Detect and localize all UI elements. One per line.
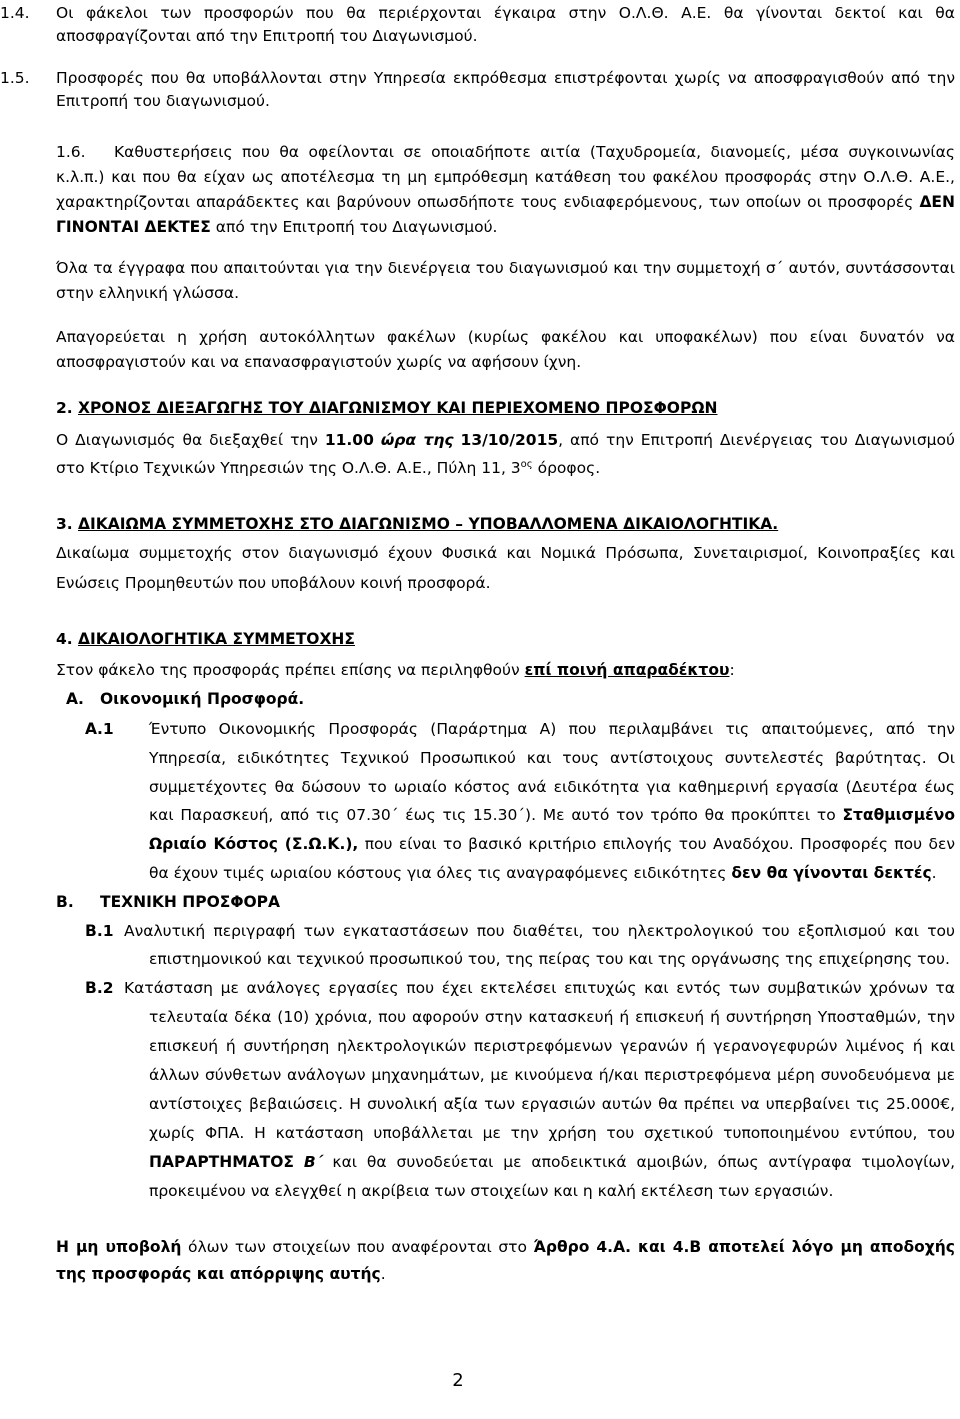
schedule-time-word: ώρα της <box>380 431 454 449</box>
item-text-after: και θα συνοδεύεται με αποδεικτικά αμοιβών, όπως αντίγραφα τιμολογίων, προκειμένου να ελεγχθεί η ακρίβεια των στοιχείων και η καλή εκτέλεση των εργασιών. <box>149 1152 955 1200</box>
clause-text: Προσφορές που θα υποβάλλονται στην Υπηρεσία εκπρόθεσμα επιστρέφονται χωρίς να αποσφραγισθούν από την Επιτροπή του διαγωνισμού. <box>56 69 955 110</box>
section-4-heading <box>0 625 955 653</box>
item-emphasis-1: Σταθμισμένο Ωριαίο Κόστος (Σ.Ω.Κ.), <box>149 806 955 854</box>
section-title: ΔΙΚΑΙΩΜΑ ΣΥΜΜΕΤΟΧΗΣ ΣΤΟ ΔΙΑΓΩΝΙΣΜΟ – ΥΠΟΒΑΛΛΟΜΕΝΑ ΔΙΚΑΙΟΛΟΓΗΤΙΚΑ. <box>78 515 779 533</box>
item-emphasis: ΠΑΡΑΡΤΗΜΑΤΟΣ <box>149 1152 294 1171</box>
intro-colon: : <box>729 661 735 679</box>
item-emphasis-2: δεν θα γίνονται δεκτές <box>731 863 932 882</box>
clause-1-6 <box>0 140 955 240</box>
item-text: Κατάσταση με ανάλογες εργασίες που έχει εκτελέσει επιτυχώς και εντός των συμβατικών χρόνων τα τελευταία δέκα (10) χρόνια, που αφορούν στην κατασκευή ή επισκευή ή συντήρηση Υποσταθμών, την επισκευή ή συντήρηση ηλεκτρολογικών περιστρεφόμενων γερανών ή γερανογεφυρών λιμένος ή και άλλων σύνθετων ανάλογων μηχανημάτων, με κινούμενα ή/και περιστρεφόμενα μέρη συνοδευόμενα με αντίστοιχες βεβαιώσεις. Η συνολική αξία των εργασιών αυτών θα πρέπει να υπερβαίνει τις 25.000€, χωρίς ΦΠΑ. Η κατάσταση υποβάλλεται με την χρήση του σχετικού τυποποιημένου εντύπου, του <box>124 978 955 1142</box>
part-letter: Β. <box>56 892 74 911</box>
part-a-heading <box>0 685 955 714</box>
item-label: Β.1 <box>85 921 114 940</box>
part-title: Οικονομική Προσφορά. <box>100 690 305 708</box>
section-2-heading <box>0 396 955 421</box>
clause-1-5 <box>0 67 955 113</box>
closing-emphasis-1: Η μη υποβολή <box>56 1237 182 1256</box>
clause-text-after: από την Επιτροπή του Διαγωνισμού. <box>210 218 498 236</box>
closing-statement <box>0 1234 955 1288</box>
schedule-date: 13/10/2015 <box>460 431 559 449</box>
clause-text: Καθυστερήσεις που θα οφείλονται σε οποιαδήποτε αιτία (Ταχυδρομεία, διανομείς, μέσα συγκοινωνίας κ.λ.π.) και που θα είχαν ως αποτέλεσμα τη μη εμπρόθεσμη κατάθεση του φακέλου προσφοράς στην Ο.Λ.Θ. Α.Ε., χαρακτηρίζονται απαράδεκτες και βαρύνουν οπωσδήποτε τους ενδιαφερόμενους, των οποίων οι προσφορές <box>56 143 955 211</box>
section-title: ΧΡΟΝΟΣ ΔΙΕΞΑΓΩΓΗΣ ΤΟΥ ΔΙΑΓΩΝΙΣΜΟΥ ΚΑΙ ΠΕΡΙΕΧΟΜΕΝΟ ΠΡΟΣΦΟΡΩΝ <box>78 399 718 417</box>
language-note <box>0 256 955 306</box>
section-4-intro <box>0 656 955 685</box>
section-number: 4. <box>56 630 73 648</box>
item-text-middle: που είναι το βασικό κριτήριο επιλογής του Αναδόχου. Προσφορές που δεν θα έχουν τιμές ωριαίου κόστους για όλες τις αναγραφόμενες ειδικότητες <box>149 835 955 882</box>
intro-text: Στον φάκελο της προσφοράς πρέπει επίσης να περιληφθούν <box>56 661 525 679</box>
section-title: ΔΙΚΑΙΟΛΟΓΗΤΙΚΑ ΣΥΜΜΕΤΟΧΗΣ <box>78 630 355 648</box>
eligibility-text: Δικαίωμα συμμετοχής στον διαγωνισμό έχουν Φυσικά και Νομικά Πρόσωπα, Συνεταιρισμοί, Κοινοπραξίες και Ενώσεις Προμηθευτών που υποβάλουν κοινή προσφορά. <box>56 544 955 592</box>
item-a1 <box>0 715 955 888</box>
item-text: Αναλυτική περιγραφή των εγκαταστάσεων που διαθέτει, του ηλεκτρολογικού του εξοπλισμού και του επιστημονικού και τεχνικού προσωπικού του, της πείρας του και της οργάνωσης της επιχείρησης του. <box>124 921 955 969</box>
language-note-text: Όλα τα έγγραφα που απαιτούνται για την διενέργεια του διαγωνισμού και την συμμετοχή σ΄ αυτόν, συντάσσονται στην ελληνική γλώσσα. <box>56 259 955 302</box>
section-number: 3. <box>56 515 73 533</box>
clause-text: Οι φάκελοι των προσφορών που θα περιέρχονται έγκαιρα στην Ο.Λ.Θ. Α.Ε. θα γίνονται δεκτοί και θα αποσφραγίζονται από την Επιτροπή του Διαγωνισμού. <box>56 4 955 45</box>
schedule-end: όροφος. <box>532 459 601 477</box>
item-label: Α.1 <box>85 720 114 738</box>
section-3-heading <box>0 510 955 538</box>
part-title: ΤΕΧΝΙΚΗ ΠΡΟΣΦΟΡΑ <box>100 892 281 911</box>
item-emphasis-italic: Β΄ <box>303 1152 323 1171</box>
clause-1-4 <box>0 2 955 48</box>
section-2-body <box>0 426 955 482</box>
floor-suffix: ος <box>520 459 533 470</box>
clause-number: 1.4. <box>0 4 30 22</box>
closing-text: όλων των στοιχείων που αναφέρονται στο <box>181 1237 534 1256</box>
section-3-body <box>0 538 955 598</box>
clause-number: 1.5. <box>0 69 30 87</box>
section-number: 2. <box>56 399 73 417</box>
envelope-note <box>0 325 955 375</box>
clause-emphasis: ΔΕΝ ΓΙΝΟΝΤΑΙ ΔΕΚΤΕΣ <box>56 193 955 236</box>
closing-end: . <box>380 1264 386 1283</box>
schedule-text: Ο Διαγωνισμός θα διεξαχθεί την <box>56 431 325 449</box>
page-number: 2 <box>452 1370 464 1391</box>
item-text-end: . <box>931 863 937 882</box>
schedule-time: 11.00 <box>324 431 374 449</box>
part-letter: Α. <box>66 690 84 708</box>
intro-emphasis: επί ποινή απαραδέκτου <box>524 661 730 679</box>
item-text: Έντυπο Οικονομικής Προσφοράς (Παράρτημα Α) που περιλαμβάνει τις απαιτούμενες, από την Υπηρεσία, ειδικότητες Τεχνικού Προσωπικού και τους αντίστοιχους συντελεστές βαρύτητας. Οι συμμετέχοντες θα δώσουν το ωριαίο κόστος ανά ειδικότητα για καθημερινή εργασία (Δευτέρα έως και Παρασκευή, από τις 07.30΄ έως τις 15.30΄). Με αυτό τον τρόπο θα προκύπτει το <box>149 720 955 825</box>
clause-number: 1.6. <box>56 143 86 161</box>
item-label: Β.2 <box>85 978 114 997</box>
schedule-location: , από την Επιτροπή Διενέργειας του Διαγωνισμού στο Κτίριο Τεχνικών Υπηρεσιών της Ο.Λ.Θ. Α.Ε., Πύλη 11, 3 <box>56 431 955 477</box>
part-b-heading <box>0 888 955 917</box>
envelope-note-text: Απαγορεύεται η χρήση αυτοκόλλητων φακέλων (κυρίως φακέλου και υποφακέλων) που είναι δυνατόν να αποσφραγιστούν και να επανασφραγιστούν χωρίς να αφήσουν ίχνη. <box>56 328 955 371</box>
item-b1 <box>0 917 955 974</box>
item-b2 <box>0 974 955 1206</box>
closing-emphasis-2: Άρθρο 4.Α. και 4.Β αποτελεί λόγο μη αποδοχής της προσφοράς και απόρριψης αυτής <box>56 1237 955 1283</box>
